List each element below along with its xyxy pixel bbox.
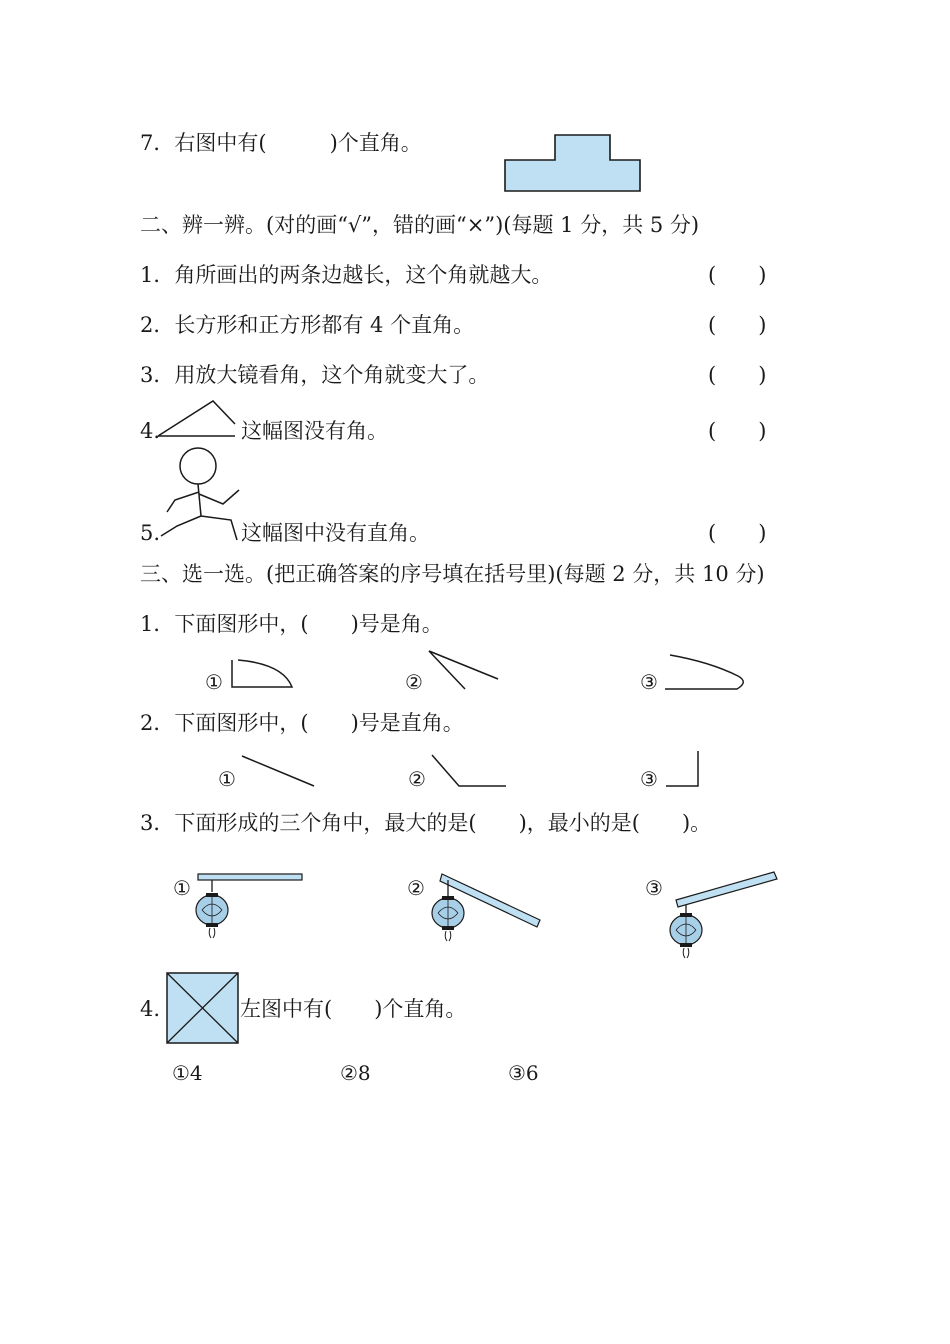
question-text: 角所画出的两条边越长，这个角就越大。 xyxy=(174,263,553,287)
obtuse-angle-figure xyxy=(428,752,510,790)
acute-angle-figure xyxy=(238,752,318,790)
angle-figure xyxy=(425,648,505,693)
answer-paren[interactable]: ( ) xyxy=(708,363,767,387)
s2-item-1 xyxy=(140,262,552,288)
answer-paren[interactable]: ( ) xyxy=(708,313,767,337)
answer-paren[interactable]: ( ) xyxy=(708,263,767,287)
curved-closed-figure xyxy=(660,652,750,694)
running-stick-figure xyxy=(155,444,245,544)
s3-question-3 xyxy=(140,810,711,836)
section-3-heading: 三、选一选。(把正确答案的序号填在括号里)(每题 2 分，共 10 分) xyxy=(140,562,765,586)
s3-question-1 xyxy=(140,611,443,637)
s2-item-4-text: 这幅图没有角。 xyxy=(241,419,388,443)
lantern-pole-down-figure xyxy=(428,868,548,946)
question-number: 7． xyxy=(140,131,175,155)
question-text: 长方形和正方形都有 4 个直角。 xyxy=(174,313,475,337)
s2-item-4-number: 4. xyxy=(140,419,161,443)
question-number: 3． xyxy=(140,811,175,835)
option-label: ② xyxy=(407,876,425,900)
answer-paren[interactable]: ( ) xyxy=(708,419,767,443)
square-with-diagonals-figure xyxy=(164,970,242,1046)
s2-item-5-text: 这幅图中没有直角。 xyxy=(241,521,430,545)
s2-item-5-number: 5. xyxy=(140,521,161,545)
s2-item-3 xyxy=(140,362,489,388)
option-choice[interactable]: ③6 xyxy=(508,1061,539,1085)
open-triangle-figure xyxy=(155,398,240,440)
question-number: 1． xyxy=(140,263,175,287)
stepped-rectangle-figure xyxy=(500,132,645,196)
question-number: 3． xyxy=(140,363,175,387)
right-angle-figure xyxy=(662,748,704,790)
question-text: 下面图形中，( )号是角。 xyxy=(174,612,443,636)
option-label: ③ xyxy=(640,767,658,791)
s3-question-4-text: 左图中有( )个直角。 xyxy=(240,997,467,1021)
option-label: ③ xyxy=(645,876,663,900)
section-2-heading: 二、辨一辨。(对的画“√”，错的画“×”)(每题 1 分，共 5 分) xyxy=(140,213,700,237)
s2-item-2 xyxy=(140,312,474,338)
question-number: 2． xyxy=(140,313,175,337)
s3-question-2 xyxy=(140,710,464,736)
option-label: ① xyxy=(218,767,236,791)
question-text: 右图中有( )个直角。 xyxy=(174,131,422,155)
option-label: ② xyxy=(405,670,423,694)
lantern-pole-horizontal-figure xyxy=(192,868,307,943)
option-label: ② xyxy=(408,767,426,791)
option-label: ① xyxy=(173,876,191,900)
question-number: 1． xyxy=(140,612,175,636)
option-label: ③ xyxy=(640,670,658,694)
lantern-pole-up-figure xyxy=(664,868,784,963)
option-choice[interactable]: ②8 xyxy=(340,1061,371,1085)
question-text: 下面图形中，( )号是直角。 xyxy=(174,711,464,735)
curved-side-figure xyxy=(228,656,298,692)
option-choice[interactable]: ①4 xyxy=(172,1061,203,1085)
answer-paren[interactable]: ( ) xyxy=(708,521,767,545)
question-7 xyxy=(140,130,422,156)
option-label: ① xyxy=(205,670,223,694)
question-text: 用放大镜看角，这个角就变大了。 xyxy=(174,363,490,387)
question-number: 2． xyxy=(140,711,175,735)
s3-question-4-number: 4. xyxy=(140,997,161,1021)
question-text: 下面形成的三个角中，最大的是( )，最小的是( )。 xyxy=(174,811,712,835)
